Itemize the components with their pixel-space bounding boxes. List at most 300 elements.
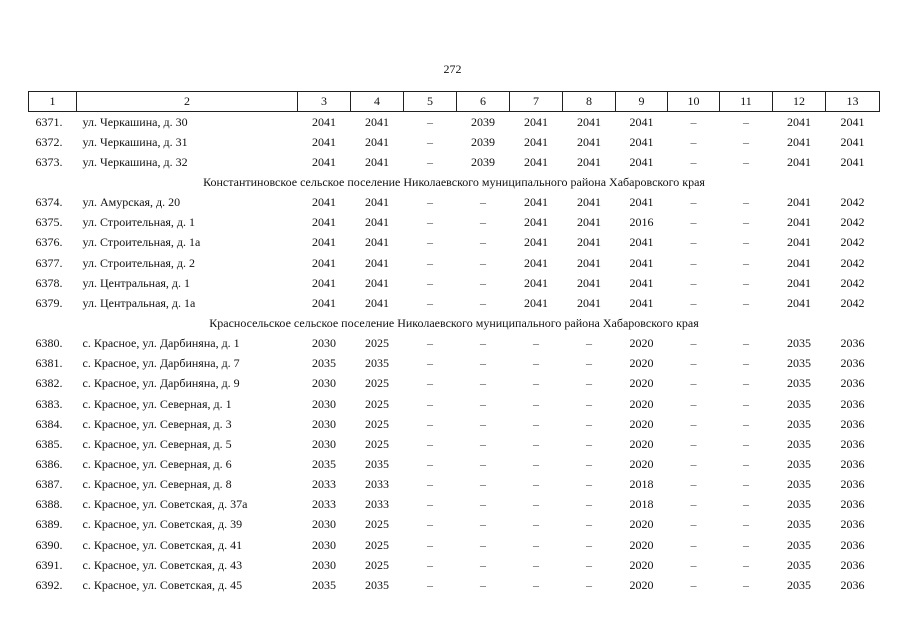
year-cell: 2041: [365, 235, 389, 250]
row-number: 6377.: [35, 255, 63, 270]
year-cell: 2025: [365, 336, 389, 351]
address-cell: с. Красное, ул. Советская, д. 45: [82, 577, 243, 592]
year-cell: –: [690, 537, 697, 552]
table-row: [29, 414, 880, 434]
year-cell: 2025: [365, 396, 389, 411]
year-cell: –: [586, 356, 592, 371]
year-cell: –: [690, 295, 697, 310]
year-cell: 2041: [787, 154, 811, 169]
address-cell: с. Красное, ул. Северная, д. 1: [82, 396, 232, 411]
year-cell: –: [743, 376, 749, 391]
year-cell: 2016: [629, 215, 654, 230]
row-number: 6374.: [35, 195, 63, 210]
year-cell: –: [743, 235, 749, 250]
row-number: 6381.: [35, 356, 63, 371]
year-cell: –: [690, 195, 697, 210]
year-cell: 2025: [365, 537, 389, 552]
year-cell: 2020: [629, 336, 654, 351]
year-cell: 2041: [629, 154, 654, 169]
year-cell: –: [743, 295, 749, 310]
year-cell: –: [743, 356, 749, 371]
year-cell: –: [690, 557, 697, 572]
row-number: 6382.: [35, 376, 63, 391]
year-cell: 2020: [629, 456, 654, 471]
year-cell: 2020: [629, 557, 654, 572]
year-cell: –: [480, 456, 486, 471]
year-cell: 2041: [787, 275, 811, 290]
year-cell: –: [690, 235, 697, 250]
year-cell: 2035: [787, 456, 811, 471]
year-cell: –: [586, 456, 592, 471]
year-cell: 2041: [840, 154, 865, 169]
address-cell: ул. Строительная, д. 2: [82, 255, 196, 270]
year-cell: –: [480, 195, 486, 210]
year-cell: –: [427, 134, 433, 149]
year-cell: 2035: [787, 517, 811, 532]
year-cell: –: [427, 557, 433, 572]
year-cell: 2041: [629, 295, 654, 310]
year-cell: 2041: [577, 154, 601, 169]
year-cell: –: [533, 336, 539, 351]
year-cell: 2020: [629, 436, 654, 451]
year-cell: –: [586, 517, 592, 532]
year-cell: –: [427, 537, 433, 552]
row-number: 6384.: [35, 416, 63, 431]
year-cell: 2041: [629, 114, 654, 129]
year-cell: 2035: [787, 557, 811, 572]
year-cell: –: [480, 295, 486, 310]
header-row: [29, 92, 880, 112]
year-cell: 2041: [365, 295, 389, 310]
year-cell: –: [533, 537, 539, 552]
year-cell: –: [586, 436, 592, 451]
year-cell: 2033: [365, 497, 389, 512]
year-cell: 2030: [312, 517, 336, 532]
address-cell: с. Красное, ул. Дарбиняна, д. 1: [82, 336, 240, 351]
address-cell: с. Красное, ул. Дарбиняна, д. 9: [82, 376, 240, 391]
year-cell: –: [690, 275, 697, 290]
section-heading-row: [29, 172, 880, 192]
year-cell: –: [690, 477, 697, 492]
year-cell: –: [743, 336, 749, 351]
year-cell: 2041: [787, 295, 811, 310]
year-cell: –: [690, 255, 697, 270]
year-cell: 2036: [840, 577, 865, 592]
year-cell: –: [586, 416, 592, 431]
year-cell: –: [480, 577, 486, 592]
year-cell: –: [427, 396, 433, 411]
year-cell: 2030: [312, 376, 336, 391]
year-cell: 2035: [787, 497, 811, 512]
row-number: 6383.: [35, 396, 63, 411]
year-cell: 2039: [471, 154, 495, 169]
year-cell: 2041: [365, 195, 389, 210]
year-cell: 2020: [629, 577, 654, 592]
column-header: 8: [563, 92, 616, 112]
year-cell: 2041: [524, 255, 548, 270]
row-number: 6388.: [35, 497, 63, 512]
year-cell: –: [690, 497, 697, 512]
year-cell: 2018: [629, 477, 654, 492]
year-cell: 2041: [524, 295, 548, 310]
year-cell: 2025: [365, 557, 389, 572]
year-cell: –: [533, 557, 539, 572]
year-cell: 2041: [787, 235, 811, 250]
year-cell: –: [690, 114, 697, 129]
year-cell: –: [480, 557, 486, 572]
column-header: 11: [720, 92, 773, 112]
year-cell: –: [480, 275, 486, 290]
year-cell: 2036: [840, 517, 865, 532]
year-cell: –: [427, 255, 433, 270]
column-header: 3: [298, 92, 351, 112]
year-cell: –: [427, 477, 433, 492]
year-cell: 2036: [840, 396, 865, 411]
year-cell: 2041: [365, 154, 389, 169]
column-header: 4: [351, 92, 404, 112]
year-cell: 2041: [365, 215, 389, 230]
year-cell: –: [743, 114, 749, 129]
year-cell: 2041: [312, 295, 336, 310]
year-cell: 2041: [577, 114, 601, 129]
address-cell: ул. Амурская, д. 20: [82, 195, 181, 210]
table-row: [29, 555, 880, 575]
year-cell: 2036: [840, 436, 865, 451]
column-header: 9: [616, 92, 668, 112]
year-cell: –: [427, 336, 433, 351]
address-cell: ул. Черкашина, д. 30: [82, 114, 188, 129]
year-cell: –: [480, 497, 486, 512]
year-cell: 2041: [629, 134, 654, 149]
year-cell: –: [586, 376, 592, 391]
year-cell: –: [690, 134, 697, 149]
column-header: 2: [77, 92, 298, 112]
row-number: 6385.: [35, 436, 63, 451]
table-row: [29, 374, 880, 394]
year-cell: 2041: [312, 275, 336, 290]
year-cell: –: [427, 416, 433, 431]
year-cell: –: [743, 416, 749, 431]
year-cell: 2030: [312, 557, 336, 572]
year-cell: 2036: [840, 356, 865, 371]
year-cell: 2020: [629, 376, 654, 391]
year-cell: –: [480, 356, 486, 371]
year-cell: 2035: [787, 577, 811, 592]
year-cell: –: [480, 376, 486, 391]
year-cell: 2041: [840, 114, 865, 129]
year-cell: –: [690, 376, 697, 391]
year-cell: –: [427, 235, 433, 250]
year-cell: 2035: [787, 336, 811, 351]
address-cell: ул. Центральная, д. 1: [82, 275, 191, 290]
year-cell: –: [690, 356, 697, 371]
year-cell: –: [427, 356, 433, 371]
year-cell: 2042: [840, 235, 865, 250]
year-cell: 2036: [840, 477, 865, 492]
year-cell: –: [480, 537, 486, 552]
year-cell: 2041: [312, 235, 336, 250]
year-cell: –: [743, 497, 749, 512]
year-cell: 2033: [312, 497, 336, 512]
year-cell: 2033: [365, 477, 389, 492]
year-cell: –: [533, 577, 539, 592]
year-cell: –: [586, 537, 592, 552]
year-cell: 2041: [629, 195, 654, 210]
year-cell: –: [533, 356, 539, 371]
address-cell: ул. Строительная, д. 1: [82, 215, 196, 230]
year-cell: 2041: [524, 275, 548, 290]
address-cell: с. Красное, ул. Советская, д. 43: [82, 557, 243, 572]
year-cell: 2036: [840, 376, 865, 391]
year-cell: –: [480, 436, 486, 451]
year-cell: –: [586, 396, 592, 411]
year-cell: 2035: [312, 456, 336, 471]
year-cell: 2035: [787, 376, 811, 391]
year-cell: 2036: [840, 537, 865, 552]
year-cell: 2036: [840, 416, 865, 431]
table-row: [29, 193, 880, 213]
year-cell: –: [690, 456, 697, 471]
year-cell: –: [743, 134, 749, 149]
table-row: [29, 394, 880, 414]
year-cell: 2041: [312, 195, 336, 210]
year-cell: –: [743, 517, 749, 532]
year-cell: –: [533, 456, 539, 471]
address-cell: с. Красное, ул. Северная, д. 6: [82, 456, 232, 471]
year-cell: –: [743, 396, 749, 411]
table-row: [29, 434, 880, 454]
year-cell: 2041: [524, 195, 548, 210]
year-cell: 2041: [787, 134, 811, 149]
year-cell: 2030: [312, 416, 336, 431]
year-cell: –: [533, 396, 539, 411]
year-cell: –: [743, 154, 749, 169]
year-cell: 2042: [840, 195, 865, 210]
address-cell: с. Красное, ул. Советская, д. 37а: [82, 497, 248, 512]
year-cell: –: [743, 436, 749, 451]
row-number: 6371.: [35, 114, 63, 129]
year-cell: –: [480, 235, 486, 250]
table-row: [29, 575, 880, 595]
year-cell: 2039: [471, 114, 495, 129]
table-row: [29, 334, 880, 354]
year-cell: 2025: [365, 436, 389, 451]
column-header: 10: [668, 92, 720, 112]
row-number: 6372.: [35, 134, 63, 149]
year-cell: –: [480, 255, 486, 270]
year-cell: 2030: [312, 396, 336, 411]
year-cell: –: [427, 275, 433, 290]
year-cell: 2036: [840, 456, 865, 471]
address-cell: с. Красное, ул. Северная, д. 5: [82, 436, 232, 451]
year-cell: 2041: [577, 255, 601, 270]
section-heading-row: [29, 313, 880, 333]
row-number: 6389.: [35, 517, 63, 532]
address-cell: с. Красное, ул. Советская, д. 39: [82, 517, 243, 532]
year-cell: 2041: [524, 134, 548, 149]
year-cell: 2041: [629, 235, 654, 250]
year-cell: –: [427, 456, 433, 471]
year-cell: –: [690, 154, 697, 169]
year-cell: 2039: [471, 134, 495, 149]
row-number: 6390.: [35, 537, 63, 552]
year-cell: 2035: [787, 416, 811, 431]
row-number: 6387.: [35, 477, 63, 492]
year-cell: –: [690, 517, 697, 532]
year-cell: 2041: [629, 255, 654, 270]
address-cell: с. Красное, ул. Советская, д. 41: [82, 537, 243, 552]
year-cell: 2041: [524, 235, 548, 250]
year-cell: 2036: [840, 557, 865, 572]
year-cell: 2025: [365, 517, 389, 532]
year-cell: –: [427, 497, 433, 512]
year-cell: –: [427, 195, 433, 210]
table-row: [29, 454, 880, 474]
row-number: 6386.: [35, 456, 63, 471]
table-row: [29, 495, 880, 515]
address-cell: ул. Черкашина, д. 31: [82, 134, 188, 149]
year-cell: 2036: [840, 497, 865, 512]
year-cell: 2035: [787, 356, 811, 371]
column-header: 1: [29, 92, 77, 112]
year-cell: 2035: [365, 577, 389, 592]
year-cell: 2035: [787, 436, 811, 451]
year-cell: –: [690, 416, 697, 431]
row-number: 6392.: [35, 577, 63, 592]
year-cell: 2035: [312, 356, 336, 371]
year-cell: 2020: [629, 356, 654, 371]
year-cell: 2041: [577, 134, 601, 149]
table-row: [29, 152, 880, 172]
row-number: 6376.: [35, 235, 63, 250]
section-title: Красносельское сельское поселение Николаевского муниципального района Хабаровского края: [209, 315, 699, 330]
year-cell: –: [480, 336, 486, 351]
table-row: [29, 112, 880, 133]
year-cell: –: [533, 376, 539, 391]
address-cell: с. Красное, ул. Северная, д. 8: [82, 477, 232, 492]
table-body: [29, 112, 880, 596]
year-cell: –: [690, 396, 697, 411]
year-cell: 2033: [312, 477, 336, 492]
year-cell: –: [690, 577, 697, 592]
year-cell: 2041: [840, 134, 865, 149]
year-cell: –: [533, 436, 539, 451]
year-cell: –: [427, 517, 433, 532]
table-row: [29, 233, 880, 253]
year-cell: –: [480, 215, 486, 230]
year-cell: 2041: [312, 134, 336, 149]
year-cell: 2035: [787, 537, 811, 552]
year-cell: –: [427, 376, 433, 391]
year-cell: –: [480, 396, 486, 411]
address-cell: ул. Строительная, д. 1а: [82, 235, 201, 250]
year-cell: 2041: [577, 195, 601, 210]
year-cell: –: [743, 477, 749, 492]
year-cell: 2041: [577, 235, 601, 250]
table-row: [29, 213, 880, 233]
table-row: [29, 475, 880, 495]
year-cell: –: [533, 477, 539, 492]
table-row: [29, 253, 880, 273]
row-number: 6380.: [35, 336, 63, 351]
table-row: [29, 293, 880, 313]
year-cell: –: [743, 275, 749, 290]
row-number: 6378.: [35, 275, 63, 290]
year-cell: 2041: [524, 114, 548, 129]
year-cell: 2030: [312, 537, 336, 552]
year-cell: 2035: [312, 577, 336, 592]
year-cell: 2041: [787, 114, 811, 129]
year-cell: 2041: [577, 215, 601, 230]
year-cell: 2035: [365, 356, 389, 371]
year-cell: 2041: [365, 275, 389, 290]
year-cell: 2041: [524, 154, 548, 169]
page-number: 272: [443, 62, 462, 76]
table-row: [29, 132, 880, 152]
year-cell: –: [743, 577, 749, 592]
year-cell: 2042: [840, 295, 865, 310]
year-cell: –: [743, 215, 749, 230]
row-number: 6375.: [35, 215, 63, 230]
year-cell: 2041: [365, 255, 389, 270]
year-cell: 2035: [787, 396, 811, 411]
year-cell: –: [533, 497, 539, 512]
year-cell: –: [743, 557, 749, 572]
table-row: [29, 535, 880, 555]
address-cell: ул. Черкашина, д. 32: [82, 154, 188, 169]
year-cell: –: [480, 517, 486, 532]
year-cell: 2020: [629, 537, 654, 552]
year-cell: 2041: [629, 275, 654, 290]
year-cell: 2041: [312, 154, 336, 169]
year-cell: –: [427, 215, 433, 230]
year-cell: 2041: [787, 215, 811, 230]
year-cell: 2035: [787, 477, 811, 492]
year-cell: 2041: [365, 114, 389, 129]
year-cell: –: [586, 557, 592, 572]
year-cell: 2041: [312, 215, 336, 230]
year-cell: –: [480, 416, 486, 431]
address-cell: с. Красное, ул. Северная, д. 3: [82, 416, 232, 431]
year-cell: –: [690, 215, 697, 230]
year-cell: 2020: [629, 416, 654, 431]
year-cell: –: [586, 497, 592, 512]
year-cell: –: [427, 295, 433, 310]
section-title: Константиновское сельское поселение Николаевского муниципального района Хабаровского края: [203, 174, 705, 189]
table-row: [29, 354, 880, 374]
address-cell: ул. Центральная, д. 1а: [82, 295, 196, 310]
year-cell: 2041: [312, 114, 336, 129]
year-cell: 2041: [787, 195, 811, 210]
year-cell: 2036: [840, 336, 865, 351]
table-row: [29, 273, 880, 293]
schedule-table: [28, 91, 880, 595]
year-cell: –: [533, 416, 539, 431]
column-header: 5: [404, 92, 457, 112]
year-cell: 2041: [312, 255, 336, 270]
year-cell: 2042: [840, 215, 865, 230]
year-cell: 2042: [840, 255, 865, 270]
column-header: 12: [773, 92, 826, 112]
year-cell: –: [427, 114, 433, 129]
column-header: 7: [510, 92, 563, 112]
year-cell: –: [586, 577, 592, 592]
year-cell: –: [533, 517, 539, 532]
year-cell: 2041: [577, 275, 601, 290]
year-cell: –: [743, 537, 749, 552]
year-cell: 2030: [312, 436, 336, 451]
year-cell: 2041: [365, 134, 389, 149]
